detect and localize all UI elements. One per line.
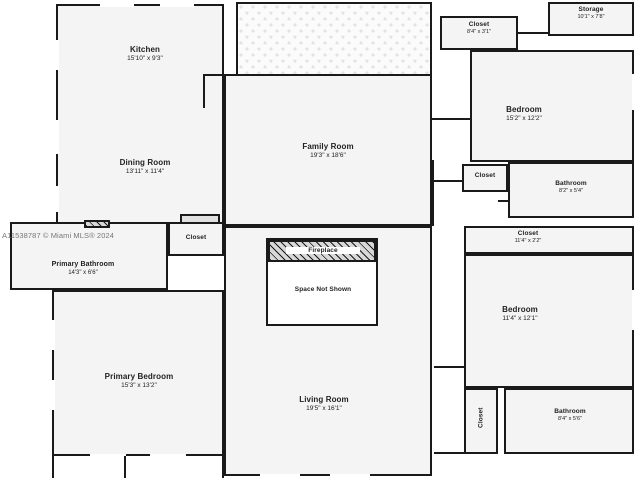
window-gap: [632, 290, 637, 330]
window-gap: [100, 2, 134, 7]
wall-segment: [518, 32, 550, 34]
wall-segment: [434, 180, 462, 182]
vanity-fixture: [84, 220, 110, 228]
room-shape-closet-primary: [168, 222, 224, 256]
window-gap: [260, 474, 300, 479]
room-label-kitchen: Kitchen 15'10" x 9'3": [127, 45, 163, 63]
room-label-closet-bath3: Closet: [477, 407, 485, 428]
room-shape-bathroom-2: [508, 162, 634, 218]
closet-shelf: [180, 214, 220, 224]
wall-segment: [203, 74, 225, 76]
room-label-fireplace: Fireplace: [286, 247, 360, 254]
room-label-closet-primary: Closet: [185, 234, 207, 241]
room-shape-bedroom-2: [470, 50, 634, 162]
wall-segment: [432, 118, 472, 120]
room-shape-closet-top: [440, 16, 518, 50]
window-gap: [150, 454, 186, 459]
watermark-text: A11538787 © Miami MLS® 2024: [2, 231, 115, 240]
window-gap: [90, 454, 126, 459]
room-label-bedroom-3: Bedroom 11'4" x 12'1": [502, 305, 538, 323]
room-shape-bathroom-3: [504, 388, 634, 454]
window-gap: [160, 2, 194, 7]
window-gap: [54, 186, 59, 212]
room-label-closet-bed3: Closet 11'4" x 2'2": [514, 230, 542, 245]
wall-segment: [203, 74, 205, 108]
window-gap: [50, 320, 55, 350]
window-gap: [330, 474, 370, 479]
window-gap: [54, 40, 59, 70]
room-shape-family-room: [224, 74, 432, 226]
room-label-dining-room: Dining Room 13'11" x 11'4": [119, 158, 171, 176]
room-shape-closet-mid: [462, 164, 508, 192]
room-label-bathroom-2: Bathroom 8'2" x 5'4": [555, 180, 587, 195]
room-label-closet-mid: Closet: [474, 172, 496, 179]
wall-segment: [434, 452, 464, 454]
room-label-family-room: Family Room 19'3" x 18'6": [302, 142, 354, 160]
room-shape-bedroom-3: [464, 254, 634, 388]
room-label-living-room: Living Room 19'5" x 16'1": [299, 395, 349, 413]
room-shape-kitchen-dining: [56, 4, 224, 226]
room-shape-storage: [548, 2, 634, 36]
room-shape-primary-bedroom: [52, 290, 224, 456]
wall-segment: [498, 200, 510, 202]
window-gap: [632, 74, 637, 110]
wall-segment: [432, 160, 434, 226]
room-shape-closet-bed3: [464, 226, 634, 254]
patio-hatched-area: [236, 2, 432, 76]
room-label-bathroom-3: Bathroom 8'4" x 5'6": [554, 408, 586, 423]
fireplace-hatch: [268, 240, 376, 262]
room-label-space-not-shown: Space Not Shown: [294, 286, 352, 293]
room-label-primary-bathroom: Primary Bathroom 14'3" x 6'6": [51, 261, 115, 277]
wall-segment: [124, 456, 126, 478]
wall-segment: [52, 456, 54, 478]
window-gap: [54, 120, 59, 154]
room-label-primary-bedroom: Primary Bedroom 15'3" x 13'2": [104, 372, 174, 390]
room-label-bedroom-2: Bedroom 15'2" x 12'2": [506, 105, 542, 123]
window-gap: [50, 380, 55, 410]
room-label-storage: Storage 10'1" x 7'8": [577, 6, 605, 21]
wall-segment: [434, 366, 464, 368]
room-label-closet-top: Closet 8'4" x 3'1": [466, 21, 492, 36]
room-shape-closet-bath3: [464, 388, 498, 454]
